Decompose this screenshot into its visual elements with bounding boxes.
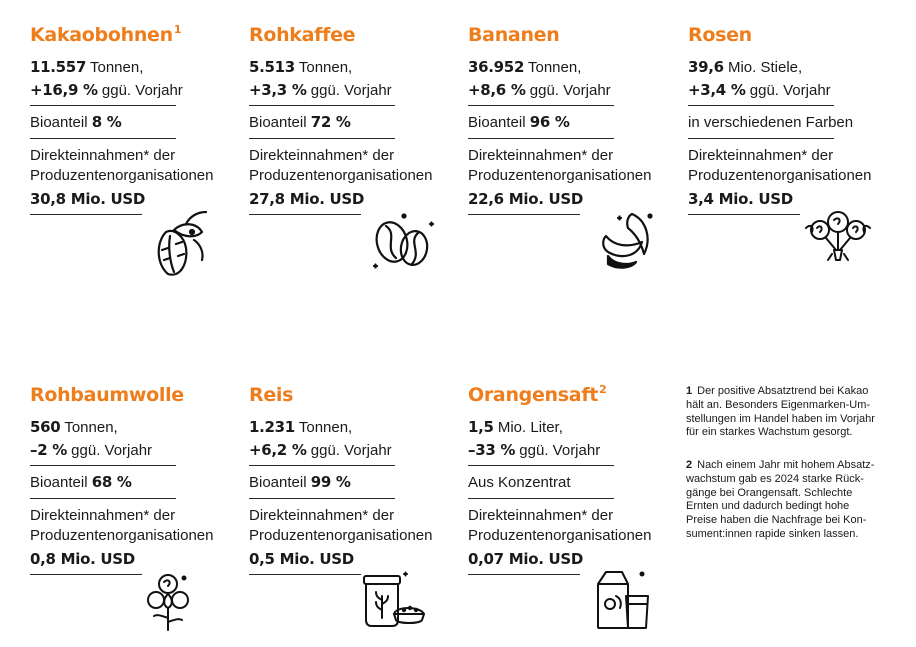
direct-income-label-2: Produzentenorganisationen bbox=[30, 527, 214, 544]
footnote-1: 1 Der positive Absatztrend bei Kakao hält an. Besonders Eigenmarken-Um- stellungen im Handel haben im Vorjahr für ein starkes Wachstum gesorgt. bbox=[686, 385, 875, 439]
volume-line: 5.513 Tonnen, bbox=[249, 58, 353, 76]
bio-share: Bioanteil 8 % bbox=[30, 113, 122, 131]
divider bbox=[249, 214, 361, 215]
direct-income-value: 30,8 Mio. USD bbox=[30, 190, 146, 208]
product-title: Kakaobohnen$^1$ bbox=[30, 23, 182, 46]
change-line: +3,4 % ggü. Vorjahr bbox=[688, 81, 831, 99]
bio-share: Bioanteil 99 % bbox=[249, 473, 351, 491]
divider bbox=[468, 465, 614, 466]
divider bbox=[688, 214, 800, 215]
divider bbox=[30, 105, 176, 106]
change-line: –33 % ggü. Vorjahr bbox=[468, 441, 601, 459]
product-card-rohbaumwolle bbox=[30, 378, 230, 568]
change-line: +16,9 % ggü. Vorjahr bbox=[30, 81, 183, 99]
rose-bouquet-icon bbox=[800, 204, 876, 270]
color-note: in verschiedenen Farben bbox=[688, 114, 854, 131]
divider bbox=[249, 138, 395, 139]
divider bbox=[249, 105, 395, 106]
direct-income-label-1: Direkteinnahmen* der bbox=[468, 147, 614, 164]
divider bbox=[30, 465, 176, 466]
direct-income-label-2: Produzentenorganisationen bbox=[249, 527, 433, 544]
volume-line: 11.557 Tonnen, bbox=[30, 58, 144, 76]
footnote-number: 2 bbox=[686, 459, 693, 471]
cotton-plant-icon bbox=[144, 570, 192, 632]
change-line: +6,2 % ggü. Vorjahr bbox=[249, 441, 392, 459]
direct-income-label-1: Direkteinnahmen* der bbox=[468, 507, 614, 524]
divider bbox=[688, 105, 834, 106]
volume-line: 560 Tonnen, bbox=[30, 418, 118, 436]
cocoa-pod-icon bbox=[146, 204, 214, 280]
direct-income-label-2: Produzentenorganisationen bbox=[688, 167, 872, 184]
product-title: Orangensaft$^2$ bbox=[468, 383, 607, 406]
divider bbox=[30, 498, 176, 499]
bio-share: Bioanteil 68 % bbox=[30, 473, 132, 491]
direct-income-value: 0,5 Mio. USD bbox=[249, 550, 354, 568]
volume-line: 1,5 Mio. Liter, bbox=[468, 418, 563, 436]
divider bbox=[468, 498, 614, 499]
divider bbox=[468, 214, 580, 215]
divider bbox=[30, 138, 176, 139]
direct-income-label-2: Produzentenorganisationen bbox=[468, 167, 652, 184]
divider bbox=[249, 574, 361, 575]
divider bbox=[468, 105, 614, 106]
product-title: Reis bbox=[249, 384, 294, 406]
divider bbox=[249, 465, 395, 466]
product-card-orangensaft bbox=[468, 378, 668, 568]
footnote-2: 2 Nach einem Jahr mit hohem Absatz- wachstum gab es 2024 starke Rück- gänge bei Orangensaft. Schlechte Ernten und dadurch bedingt hohe Preise haben die Nachfrage bei Kon- sument:innen rapide sinken lassen. bbox=[686, 459, 875, 540]
product-card-kakaobohnen bbox=[30, 18, 230, 208]
volume-line: 36.952 Tonnen, bbox=[468, 58, 582, 76]
change-line: –2 % ggü. Vorjahr bbox=[30, 441, 153, 459]
rice-jar-icon bbox=[360, 570, 430, 628]
direct-income-label-1: Direkteinnahmen* der bbox=[30, 507, 176, 524]
volume-line: 1.231 Tonnen, bbox=[249, 418, 353, 436]
product-card-rosen bbox=[688, 18, 888, 208]
coffee-beans-icon bbox=[368, 208, 438, 272]
product-title: Rohkaffee bbox=[249, 24, 356, 46]
direct-income-label-1: Direkteinnahmen* der bbox=[30, 147, 176, 164]
product-title: Bananen bbox=[468, 24, 560, 46]
concentrate-note: Aus Konzentrat bbox=[468, 474, 571, 491]
bio-share: Bioanteil 96 % bbox=[468, 113, 570, 131]
product-title: Rohbaumwolle bbox=[30, 384, 184, 406]
banana-icon bbox=[592, 206, 658, 272]
product-card-rohkaffee bbox=[249, 18, 449, 208]
bio-share: Bioanteil 72 % bbox=[249, 113, 351, 131]
direct-income-label-2: Produzentenorganisationen bbox=[468, 527, 652, 544]
direct-income-value: 27,8 Mio. USD bbox=[249, 190, 365, 208]
divider bbox=[30, 574, 142, 575]
direct-income-label-2: Produzentenorganisationen bbox=[30, 167, 214, 184]
product-card-bananen bbox=[468, 18, 668, 208]
change-line: +8,6 % ggü. Vorjahr bbox=[468, 81, 611, 99]
direct-income-value: 0,07 Mio. USD bbox=[468, 550, 584, 568]
divider bbox=[468, 138, 614, 139]
direct-income-label-1: Direkteinnahmen* der bbox=[688, 147, 834, 164]
product-card-reis bbox=[249, 378, 449, 568]
volume-line: 39,6 Mio. Stiele, bbox=[688, 58, 803, 76]
direct-income-label-2: Produzentenorganisationen bbox=[249, 167, 433, 184]
footnote-number: 1 bbox=[686, 385, 693, 397]
direct-income-label-1: Direkteinnahmen* der bbox=[249, 507, 395, 524]
direct-income-value: 0,8 Mio. USD bbox=[30, 550, 135, 568]
divider bbox=[249, 498, 395, 499]
divider bbox=[30, 214, 142, 215]
product-title: Rosen bbox=[688, 24, 752, 46]
change-line: +3,3 % ggü. Vorjahr bbox=[249, 81, 392, 99]
divider bbox=[468, 574, 580, 575]
divider bbox=[688, 138, 834, 139]
direct-income-value: 22,6 Mio. USD bbox=[468, 190, 584, 208]
direct-income-label-1: Direkteinnahmen* der bbox=[249, 147, 395, 164]
direct-income-value: 3,4 Mio. USD bbox=[688, 190, 793, 208]
juice-carton-glass-icon bbox=[592, 566, 652, 632]
